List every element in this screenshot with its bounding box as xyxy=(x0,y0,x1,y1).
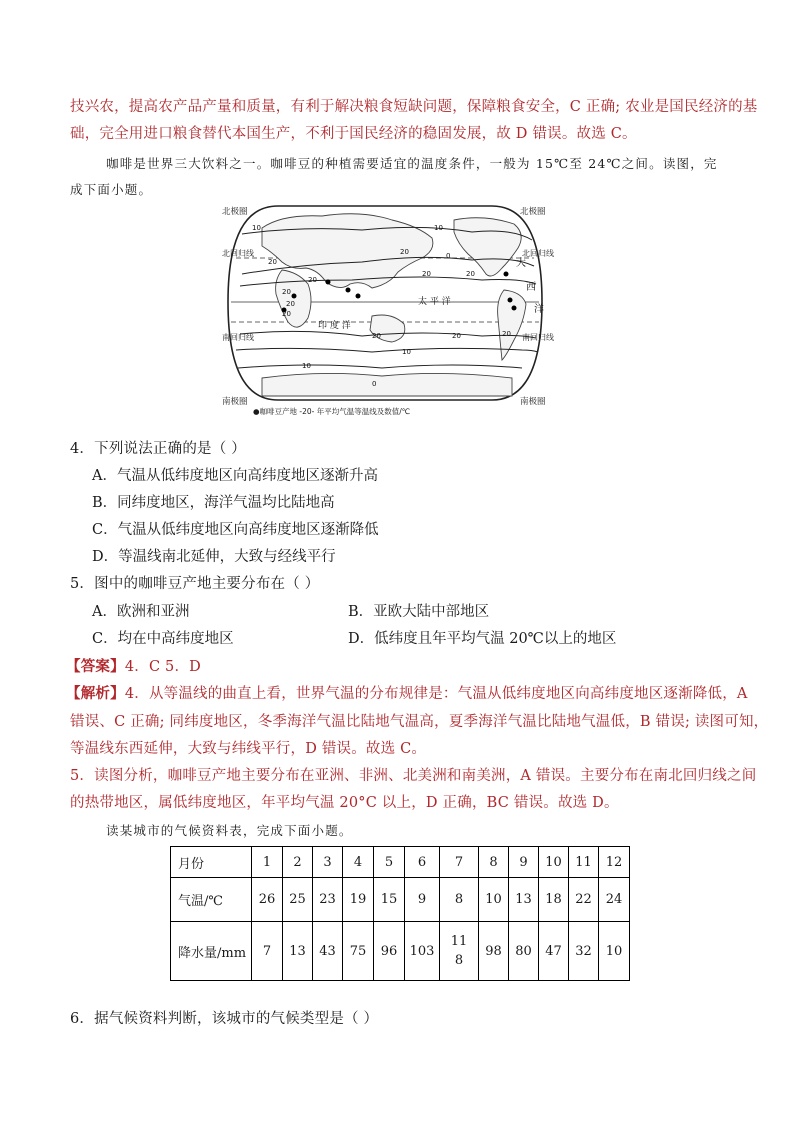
temp-cell: 9 xyxy=(405,878,440,922)
intro-coffee-line-1: 咖啡是世界三大饮料之一。咖啡豆的种植需要适宜的温度条件，一般为 15℃至 24℃之间。读图，完 xyxy=(106,156,718,171)
q5-stem: 5．图中的咖啡豆产地主要分布在（ ） xyxy=(70,576,320,592)
precip-cell: 80 xyxy=(509,922,539,981)
label-atlantic-1: 大 xyxy=(516,258,526,269)
q4-option-b: B．同纬度地区，海洋气温均比陆地高 xyxy=(92,495,335,511)
analysis-text-1: 4．从等温线的曲直上看，世界气温的分布规律是：气温从低纬度地区向高纬度地区逐渐降低，A xyxy=(124,686,748,702)
iso-value: 20 xyxy=(466,270,475,278)
analysis-line-2: 错误、C 正确; 同纬度地区，冬季海洋气温比陆地气温高，夏季海洋气温比陆地气温低，B 错误; 读图可知， xyxy=(70,714,769,730)
month-cell: 9 xyxy=(509,847,539,878)
precip-cell: 75 xyxy=(343,922,374,981)
row-label-precipitation: 降水量/mm xyxy=(171,922,252,981)
temp-cell: 19 xyxy=(343,878,374,922)
row-label-month: 月份 xyxy=(171,847,252,878)
month-cell: 3 xyxy=(313,847,343,878)
q5-option-a: A．欧洲和亚洲 xyxy=(92,604,190,620)
label-arctic-left: 北极圈 xyxy=(222,207,248,217)
temp-cell: 23 xyxy=(313,878,343,922)
answer-tag: 【答案】 xyxy=(66,658,125,675)
precip-cell: 7 xyxy=(252,922,283,981)
temp-cell: 25 xyxy=(283,878,313,922)
iso-value: 20 xyxy=(400,248,409,256)
precip-jul-part-2: 8 xyxy=(454,953,464,968)
analysis-line-4: 5．读图分析，咖啡豆产地主要分布在亚洲、非洲、北美洲和南美洲，A 错误。主要分布在南北回归线之间 xyxy=(70,768,757,784)
analysis-line-3: 等温线东西延伸，大致与纬线平行，D 错误。故选 C。 xyxy=(70,741,427,757)
iso-value: 20 xyxy=(502,330,511,338)
temp-cell: 13 xyxy=(509,878,539,922)
precip-cell: 32 xyxy=(569,922,599,981)
q5-option-c: C．均在中高纬度地区 xyxy=(92,631,234,647)
intro-coffee-line-2: 成下面小题。 xyxy=(70,182,153,197)
precip-cell: 13 xyxy=(283,922,313,981)
analysis-tag: 【解析】 xyxy=(66,685,125,702)
analysis-line-5: 的热带地区，属低纬度地区，年平均气温 20°C 以上，D 正确，BC 错误。故选 D。 xyxy=(70,795,619,811)
month-cell: 6 xyxy=(405,847,440,878)
q6-stem: 6．据气候资料判断，该城市的气候类型是（ ） xyxy=(70,1011,379,1027)
precip-cell: 43 xyxy=(313,922,343,981)
iso-value: 20 xyxy=(286,300,295,308)
temp-cell: 18 xyxy=(539,878,569,922)
label-tropic-s-left: 南回归线 xyxy=(222,333,254,342)
answer-text: 4．C 5．D xyxy=(124,659,201,675)
q4-option-d: D．等温线南北延伸，大致与经线平行 xyxy=(92,549,336,565)
q5-option-b: B．亚欧大陆中部地区 xyxy=(348,604,490,620)
precip-jul-part-1: 11 xyxy=(450,934,468,949)
month-cell: 8 xyxy=(479,847,509,878)
temp-cell: 22 xyxy=(569,878,599,922)
month-cell: 1 xyxy=(252,847,283,878)
precip-cell: 10 xyxy=(599,922,630,981)
iso-value: 20 xyxy=(372,332,381,340)
month-cell: 11 xyxy=(569,847,599,878)
analysis-line-1 xyxy=(66,682,748,703)
label-tropic-s-right: 南回归线 xyxy=(522,333,554,342)
iso-value: 20 xyxy=(422,270,431,278)
iso-value: 20 xyxy=(282,310,291,318)
precip-cell-jul xyxy=(440,922,479,981)
label-pacific: 太 平 洋 xyxy=(418,297,451,307)
month-cell: 10 xyxy=(539,847,569,878)
precip-cell: 47 xyxy=(539,922,569,981)
precip-cell: 96 xyxy=(374,922,405,981)
q4-stem: 4．下列说法正确的是（ ） xyxy=(70,441,246,457)
row-label-temperature: 气温/℃ xyxy=(171,878,252,922)
month-cell: 7 xyxy=(440,847,479,878)
iso-value: 10 xyxy=(302,362,311,370)
temp-cell: 10 xyxy=(479,878,509,922)
iso-value: 10 xyxy=(252,224,261,232)
temp-cell: 26 xyxy=(252,878,283,922)
intro-climate: 读某城市的气候资料表，完成下面小题。 xyxy=(106,823,353,838)
q5-option-d: D．低纬度且年平均气温 20℃以上的地区 xyxy=(348,631,617,647)
world-isotherm-map xyxy=(222,200,554,426)
iso-value: 0 xyxy=(446,252,451,260)
month-cell: 4 xyxy=(343,847,374,878)
temp-cell: 24 xyxy=(599,878,630,922)
answer-line xyxy=(66,655,201,676)
label-antarctic-left: 南极圈 xyxy=(222,397,248,407)
q4-option-c: C．气温从低纬度地区向高纬度地区逐渐降低 xyxy=(92,522,379,538)
month-cell: 2 xyxy=(283,847,313,878)
iso-value: 20 xyxy=(282,288,291,296)
label-atlantic-3: 洋 xyxy=(534,304,544,315)
label-indian: 印 度 洋 xyxy=(318,321,351,331)
month-cell: 5 xyxy=(374,847,405,878)
label-atlantic-2: 西 xyxy=(526,282,536,293)
prev-analysis-line-1: 技兴农，提高农产品产量和质量，有利于解决粮食短缺问题，保障粮食安全，C 正确; 农业是国民经济的基 xyxy=(70,99,758,115)
temp-cell: 15 xyxy=(374,878,405,922)
precip-cell: 103 xyxy=(405,922,440,981)
month-cell: 12 xyxy=(599,847,630,878)
iso-value: 10 xyxy=(434,224,443,232)
map-caption: ●咖啡豆产地 -20- 年平均气温等温线及数值/℃ xyxy=(253,407,411,416)
label-tropic-n-left: 北回归线 xyxy=(222,249,254,258)
precip-cell: 98 xyxy=(479,922,509,981)
label-antarctic-right: 南极圈 xyxy=(520,397,546,407)
label-tropic-n-right: 北回归线 xyxy=(522,249,554,258)
iso-value: 20 xyxy=(452,332,461,340)
label-arctic-right: 北极圈 xyxy=(520,207,546,217)
temp-cell: 8 xyxy=(440,878,479,922)
iso-value: 20 xyxy=(308,276,317,284)
prev-analysis-line-2: 础，完全用进口粮食替代本国生产，不利于国民经济的稳固发展，故 D 错误。故选 C。 xyxy=(70,126,637,142)
iso-value: 0 xyxy=(372,380,377,388)
q4-option-a: A．气温从低纬度地区向高纬度地区逐渐升高 xyxy=(92,468,378,484)
iso-value: 20 xyxy=(268,258,277,266)
climate-table xyxy=(170,846,630,981)
iso-value: 10 xyxy=(402,348,411,356)
